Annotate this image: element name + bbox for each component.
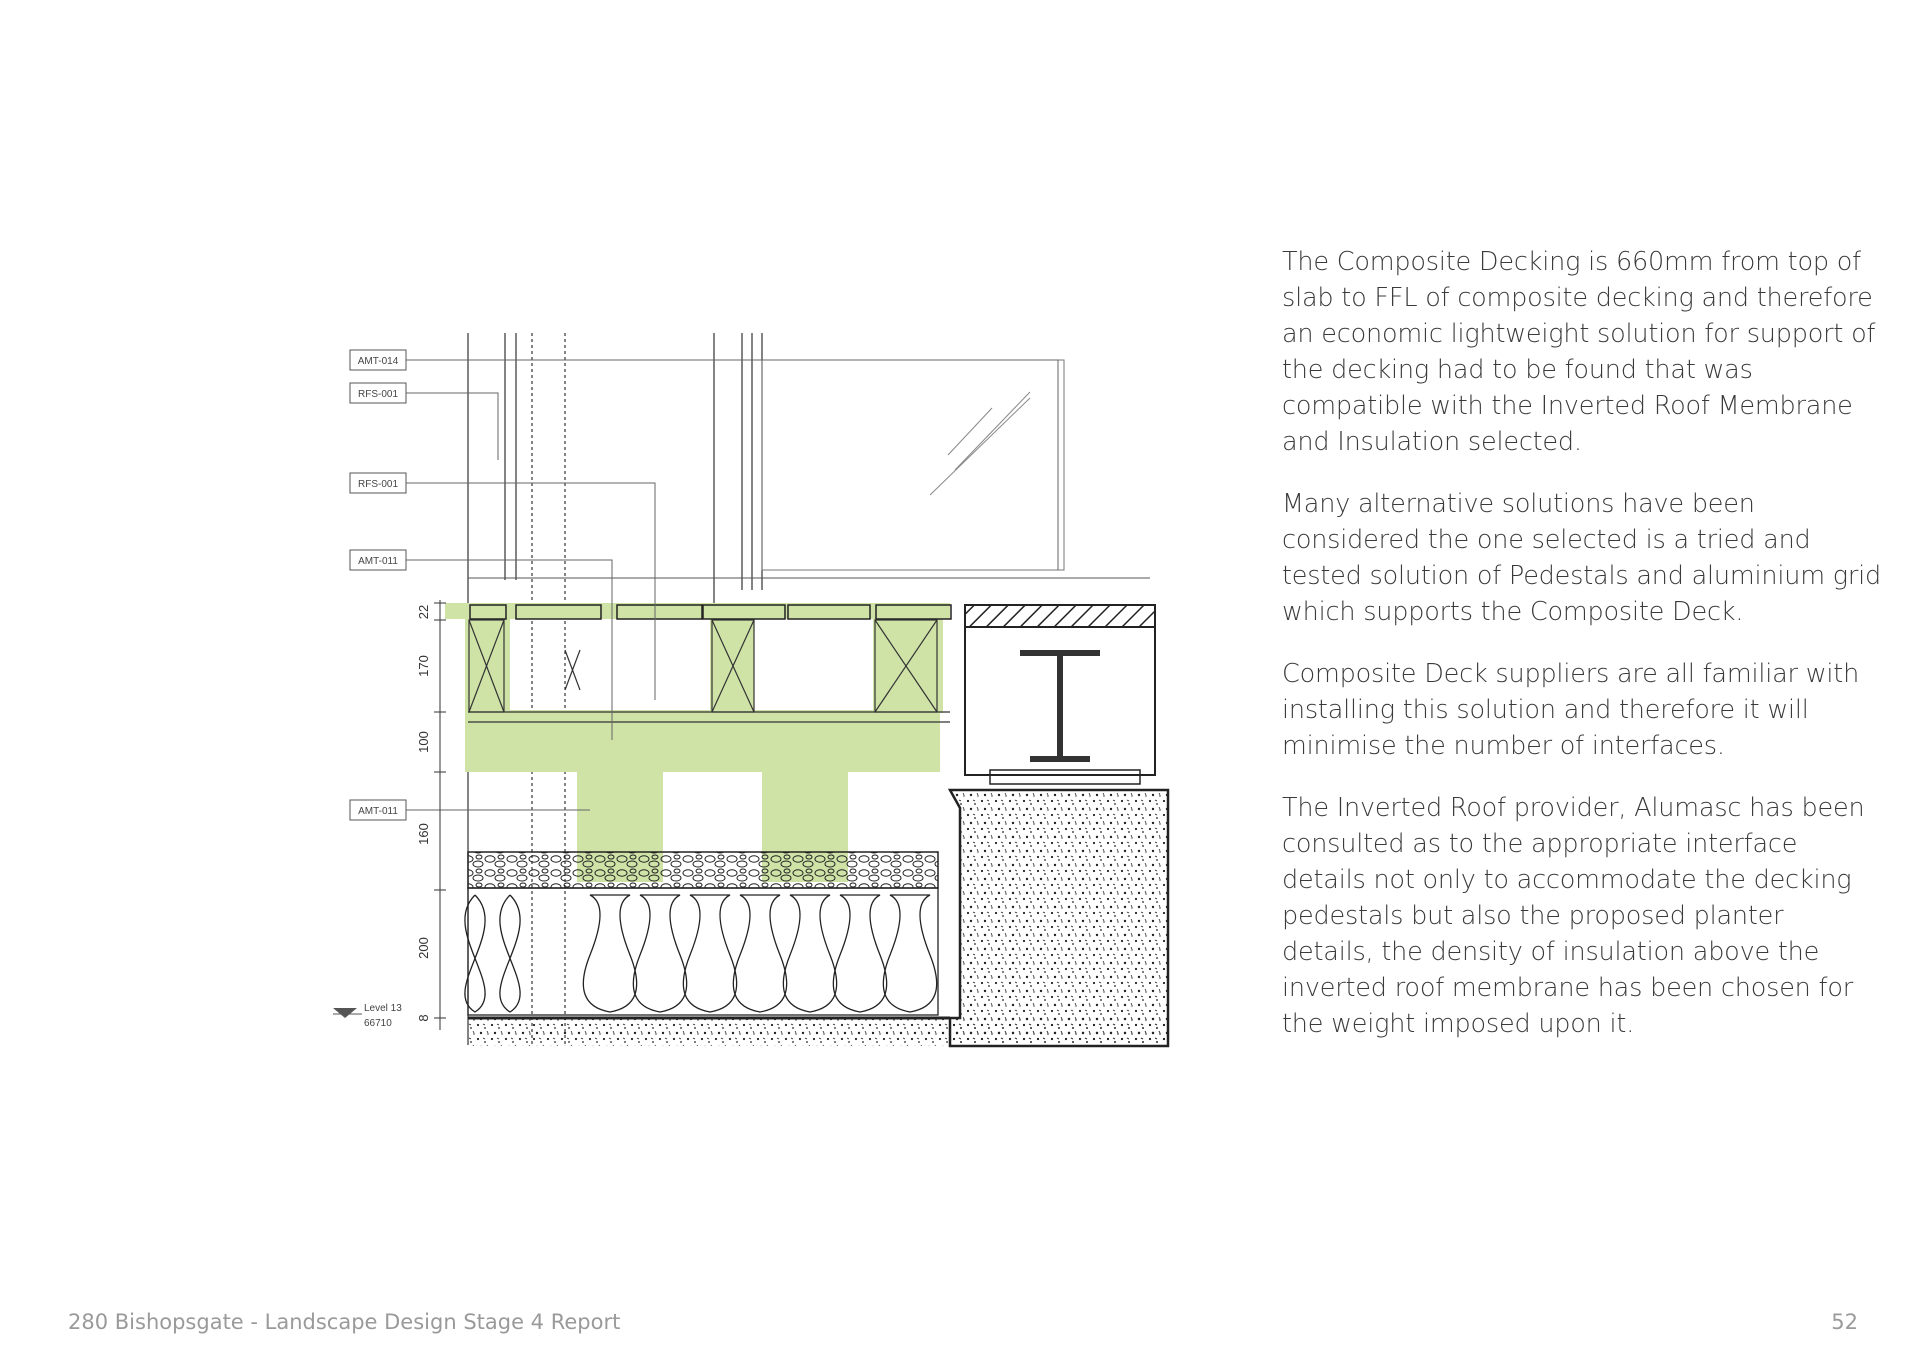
section-detail-drawing	[320, 320, 1180, 1060]
level-label: Level 13	[364, 1003, 402, 1014]
dimension-label: 200	[416, 937, 431, 959]
tag-label: AMT-014	[357, 356, 399, 367]
tag-label: RFS-001	[357, 479, 399, 490]
dimension-label: 170	[416, 655, 431, 677]
page-number: 52	[1831, 1310, 1858, 1334]
level-marker-icon	[333, 1008, 357, 1018]
insulation	[465, 888, 938, 1015]
dimension-label: 160	[416, 823, 431, 845]
dimension-label: 8	[416, 1014, 431, 1022]
paragraph: Composite Deck suppliers are all familiar with installing this solution and therefore it will minimise the number of interfaces.	[1282, 659, 1860, 761]
dimension-label: 100	[416, 731, 431, 753]
level-value: 66710	[364, 1018, 392, 1029]
dimension-label: 22	[416, 604, 431, 620]
tag-label: AMT-011	[358, 556, 398, 567]
highlight-zones	[445, 603, 950, 882]
paragraph: Many alternative solutions have been considered the one selected is a tried and tested solution of Pedestals and aluminium grid which supports the Composite Deck.	[1282, 489, 1882, 627]
tag-label: RFS-001	[357, 389, 399, 400]
footer-title: 280 Bishopsgate - Landscape Design Stage 4 Report	[68, 1310, 621, 1334]
body-text	[1282, 244, 1882, 1068]
drawing-tags	[350, 350, 406, 820]
paragraph: The Inverted Roof provider, Alumasc has been consulted as to the appropriate interface details not only to accommodate the decking pedestals but also the proposed planter details, the density of insulation above the inverted roof membrane has been chosen for the weight imposed upon it.	[1282, 793, 1865, 1039]
paragraph: The Composite Decking is 660mm from top of slab to FFL of composite decking and therefore an economic lightweight solution for support of the decking had to be found that was compatible with the Inverted Roof Membrane and Insulation selected.	[1282, 247, 1876, 457]
tag-label: AMT-011	[358, 806, 398, 817]
